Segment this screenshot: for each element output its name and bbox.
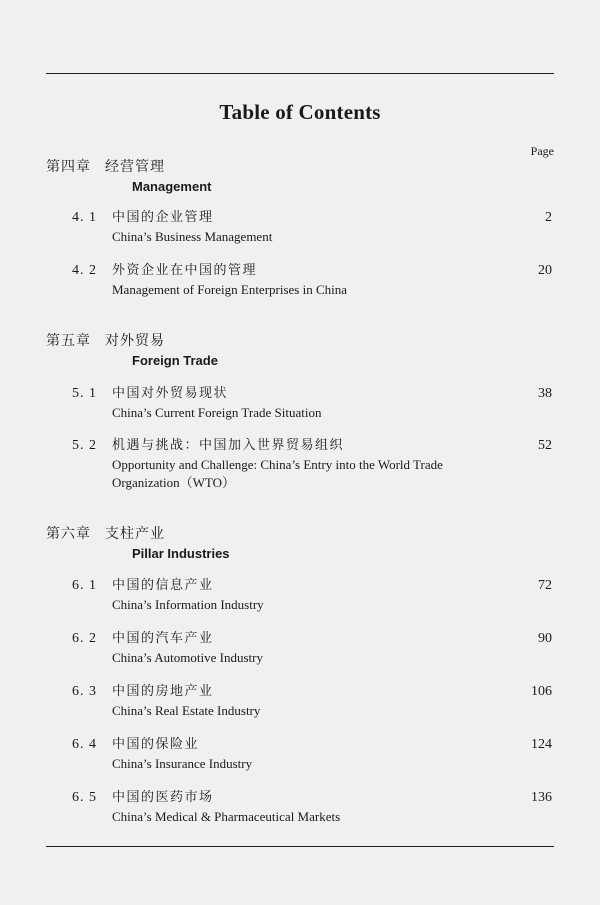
section-page-number: 2 bbox=[545, 210, 552, 225]
toc-entry[interactable] bbox=[46, 736, 554, 773]
chapter-6 bbox=[46, 525, 554, 563]
toc-entry[interactable] bbox=[46, 385, 554, 422]
section-title-zh: 中国的信息产业 bbox=[112, 578, 214, 593]
chapter-number: 第六章 bbox=[46, 526, 91, 542]
bottom-rule bbox=[46, 846, 554, 847]
toc-entry[interactable] bbox=[46, 789, 554, 826]
top-rule bbox=[46, 73, 554, 74]
toc-entry[interactable] bbox=[46, 683, 554, 720]
section-number: 6. 2 bbox=[72, 631, 97, 646]
section-title-zh: 中国的房地产业 bbox=[112, 684, 214, 699]
toc-entry[interactable] bbox=[46, 262, 554, 299]
section-title-zh: 中国的汽车产业 bbox=[112, 631, 214, 646]
section-number: 6. 4 bbox=[72, 737, 97, 752]
section-title-en: China’s Medical & Pharmaceutical Markets bbox=[112, 809, 341, 824]
section-title-zh: 中国的企业管理 bbox=[112, 210, 214, 225]
toc-entry[interactable] bbox=[46, 577, 554, 614]
section-number: 5. 2 bbox=[72, 438, 97, 453]
section-title-en: Opportunity and Challenge: China’s Entry into the World Trade Organization（WTO） bbox=[112, 457, 443, 490]
chapter-title-zh: 支柱产业 bbox=[105, 526, 165, 542]
section-title-en: China’s Current Foreign Trade Situation bbox=[112, 405, 322, 420]
chapter-number: 第四章 bbox=[46, 159, 91, 175]
section-title-zh: 中国对外贸易现状 bbox=[112, 386, 229, 401]
section-title-zh: 外资企业在中国的管理 bbox=[112, 263, 258, 278]
toc-entry[interactable] bbox=[46, 437, 554, 492]
page-title: Table of Contents bbox=[219, 100, 381, 124]
section-title-zh: 机遇与挑战：中国加入世界贸易组织 bbox=[112, 438, 345, 453]
section-number: 4. 1 bbox=[72, 210, 97, 225]
chapter-number: 第五章 bbox=[46, 333, 91, 349]
section-title-en: China’s Automotive Industry bbox=[112, 650, 263, 665]
section-page-number: 90 bbox=[538, 631, 552, 646]
chapter-title-zh: 经营管理 bbox=[105, 159, 165, 175]
chapter-title-en: Foreign Trade bbox=[132, 353, 218, 368]
section-title-en: China’s Real Estate Industry bbox=[112, 703, 261, 718]
section-number: 6. 1 bbox=[72, 578, 97, 593]
section-page-number: 124 bbox=[531, 737, 552, 752]
section-number: 6. 5 bbox=[72, 790, 97, 805]
section-title-en: China’s Insurance Industry bbox=[112, 756, 253, 771]
section-number: 6. 3 bbox=[72, 684, 97, 699]
section-title-en: China’s Information Industry bbox=[112, 597, 264, 612]
toc-entry[interactable] bbox=[46, 630, 554, 667]
section-number: 5. 1 bbox=[72, 386, 97, 401]
chapter-title-zh: 对外贸易 bbox=[105, 333, 165, 349]
section-page-number: 106 bbox=[531, 684, 552, 699]
section-title-en: Management of Foreign Enterprises in China bbox=[112, 282, 348, 297]
section-page-number: 52 bbox=[538, 438, 552, 453]
section-page-number: 38 bbox=[538, 386, 552, 401]
chapter-4 bbox=[46, 158, 554, 196]
section-page-number: 20 bbox=[538, 263, 552, 278]
section-number: 4. 2 bbox=[72, 263, 97, 278]
toc-entry[interactable] bbox=[46, 209, 554, 246]
section-page-number: 136 bbox=[531, 790, 552, 805]
section-title-zh: 中国的保险业 bbox=[112, 737, 200, 752]
chapter-5 bbox=[46, 332, 554, 370]
section-title-zh: 中国的医药市场 bbox=[112, 790, 214, 805]
chapter-title-en: Pillar Industries bbox=[132, 546, 230, 561]
section-title-en: China’s Business Management bbox=[112, 229, 273, 244]
page-column-label: Page bbox=[530, 144, 554, 158]
section-page-number: 72 bbox=[538, 578, 552, 593]
chapter-title-en: Management bbox=[132, 179, 212, 194]
